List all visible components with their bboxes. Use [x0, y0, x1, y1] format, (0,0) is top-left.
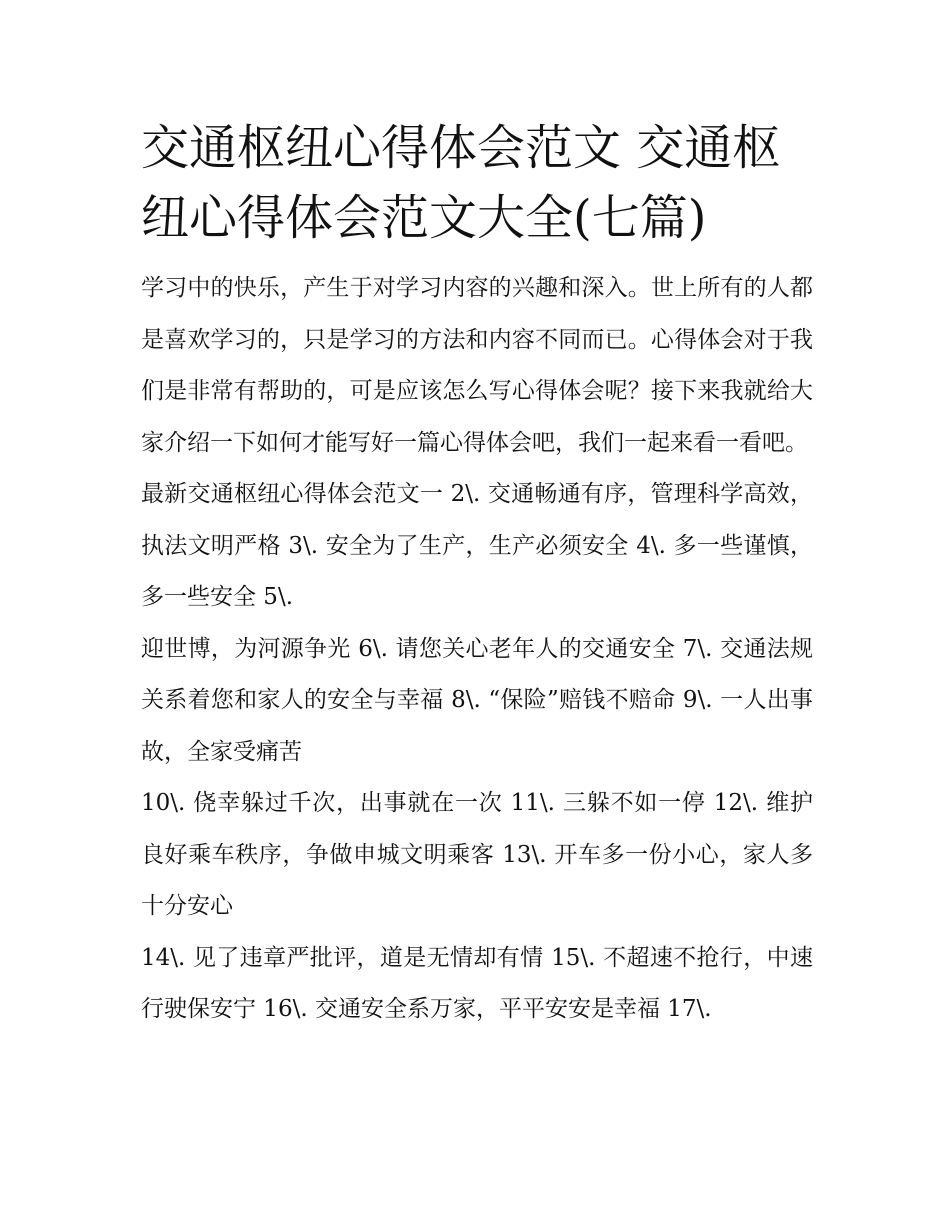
- paragraph-slogans-2: 迎世博，为河源争光 6\. 请您关心老年人的交通安全 7\. 交通法规关系着您和家人的安全与幸福 8\. “保险”赔钱不赔命 9\. 一人出事故，全家受痛苦: [141, 635, 813, 765]
- paragraph-slogans-1: 最新交通枢纽心得体会范文一 2\. 交通畅通有序，管理科学高效，执法文明严格 3\. 安全为了生产，生产必须安全 4\. 多一些谨慎，多一些安全 5\.: [141, 481, 813, 610]
- paragraph-slogans-4: 14\. 见了违章严批评，道是无情却有情 15\. 不超速不抢行，中速行驶保安宁 16\. 交通安全系万家，平平安安是幸福 17\.: [141, 944, 813, 1022]
- document-title: 交通枢纽心得体会范文 交通枢纽心得体会范文大全(七篇): [141, 120, 781, 246]
- paragraph-intro: 学习中的快乐，产生于对学习内容的兴趣和深入。世上所有的人都是喜欢学习的，只是学习的方法和内容不同而已。心得体会对于我们是非常有帮助的，可是应该怎么写心得体会呢？接下来我就给大家介绍一下如何才能写好一篇心得体会吧，我们一起来看一看吧。: [141, 275, 813, 456]
- paragraph-slogans-3: 10\. 侥幸躲过千次，出事就在一次 11\. 三躲不如一停 12\. 维护良好乘车秩序，争做申城文明乘客 13\. 开车多一份小心，家人多十分安心: [141, 790, 813, 919]
- document-page: [141, 113, 813, 1036]
